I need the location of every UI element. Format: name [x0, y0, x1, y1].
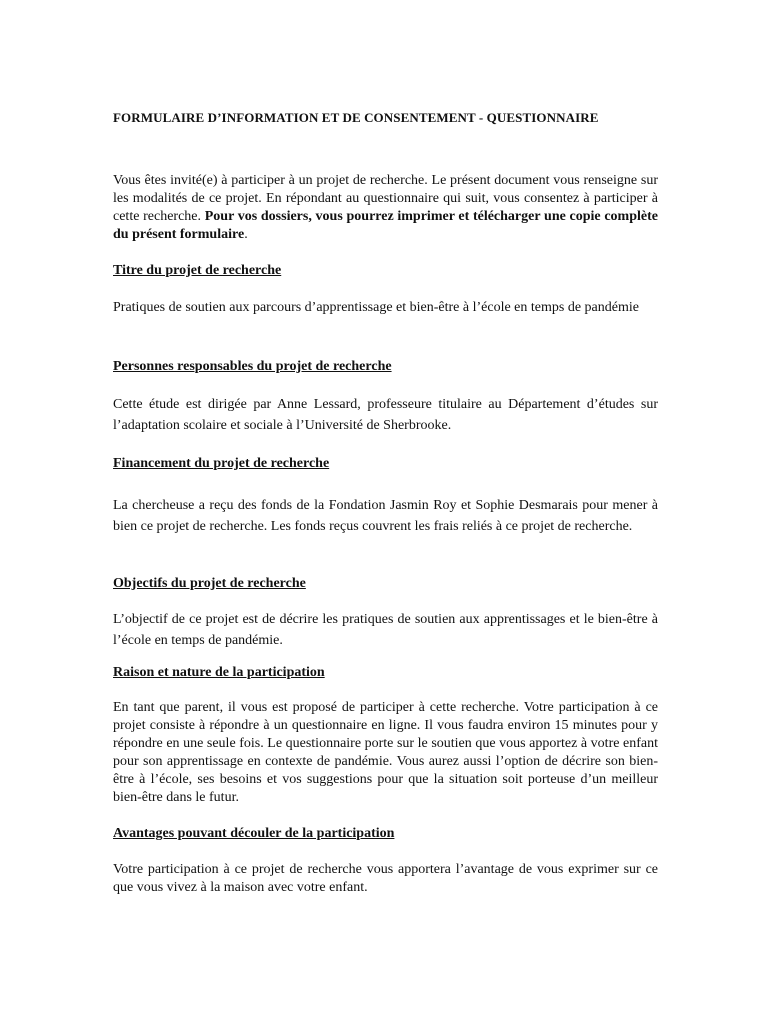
intro-end: .	[244, 227, 248, 242]
section-raison-body	[113, 699, 658, 807]
section-avantages	[113, 825, 658, 843]
section-financement-body	[113, 495, 658, 537]
section-avantages-body	[113, 861, 658, 897]
section-body: Votre participation à ce projet de recherche vous apportera l’avantage de vous exprimer sur ce que vous vivez à la maison avec votre enfant.	[113, 862, 658, 895]
section-raison	[113, 664, 658, 682]
section-heading: Personnes responsables du projet de recherche	[113, 359, 392, 374]
section-title	[113, 262, 658, 280]
section-financement	[113, 455, 658, 473]
section-heading: Financement du projet de recherche	[113, 456, 330, 471]
intro-block	[113, 172, 658, 244]
intro-bold-text: Pour vos dossiers, vous pourrez imprimer et télécharger une copie complète du présent formulaire	[113, 209, 658, 242]
section-body: L’objectif de ce projet est de décrire les pratiques de soutien aux apprentissages et le bien-être à l’école en temps de pandémie.	[113, 612, 658, 648]
section-objectifs-body	[113, 609, 658, 651]
section-responsables-body	[113, 394, 658, 436]
section-body: Pratiques de soutien aux parcours d’apprentissage et bien-être à l’école en temps de pandémie	[113, 300, 639, 315]
intro-text: Vous êtes invité(e) à participer à un projet de recherche. Le présent document vous renseigne sur les modalités de ce projet. En répondant au questionnaire qui suit, vous consentez à participer à cette recherche.	[113, 173, 658, 224]
section-objectifs	[113, 575, 658, 593]
section-heading: Objectifs du projet de recherche	[113, 576, 306, 591]
section-body: En tant que parent, il vous est proposé de participer à cette recherche. Votre participation à ce projet consiste à répondre à un questionnaire en ligne. Il vous faudra environ 15 minutes pour y répondre en une seule fois. Le questionnaire porte sur le soutien que vous apportez à votre enfant pour son apprentissage en contexte de pandémie. Vous aurez aussi l’option de décrire son bien-être à l’école, ses besoins et vos suggestions pour que la situation soit porteuse d’un meilleur bien-être dans le futur.	[113, 700, 658, 805]
section-body: Cette étude est dirigée par Anne Lessard, professeure titulaire au Département d’études sur l’adaptation scolaire et sociale à l’Université de Sherbrooke.	[113, 397, 658, 433]
section-responsables	[113, 358, 658, 376]
section-title-body	[113, 297, 658, 318]
section-body: La chercheuse a reçu des fonds de la Fondation Jasmin Roy et Sophie Desmarais pour mener à bien ce projet de recherche. Les fonds reçus couvrent les frais reliés à ce projet de recherche.	[113, 498, 658, 534]
section-heading: Avantages pouvant découler de la participation	[113, 826, 395, 841]
section-heading: Raison et nature de la participation	[113, 665, 325, 680]
document-title: FORMULAIRE D’INFORMATION ET DE CONSENTEMENT - QUESTIONNAIRE	[113, 110, 599, 125]
section-heading: Titre du projet de recherche	[113, 263, 282, 278]
intro-paragraph	[113, 172, 658, 244]
